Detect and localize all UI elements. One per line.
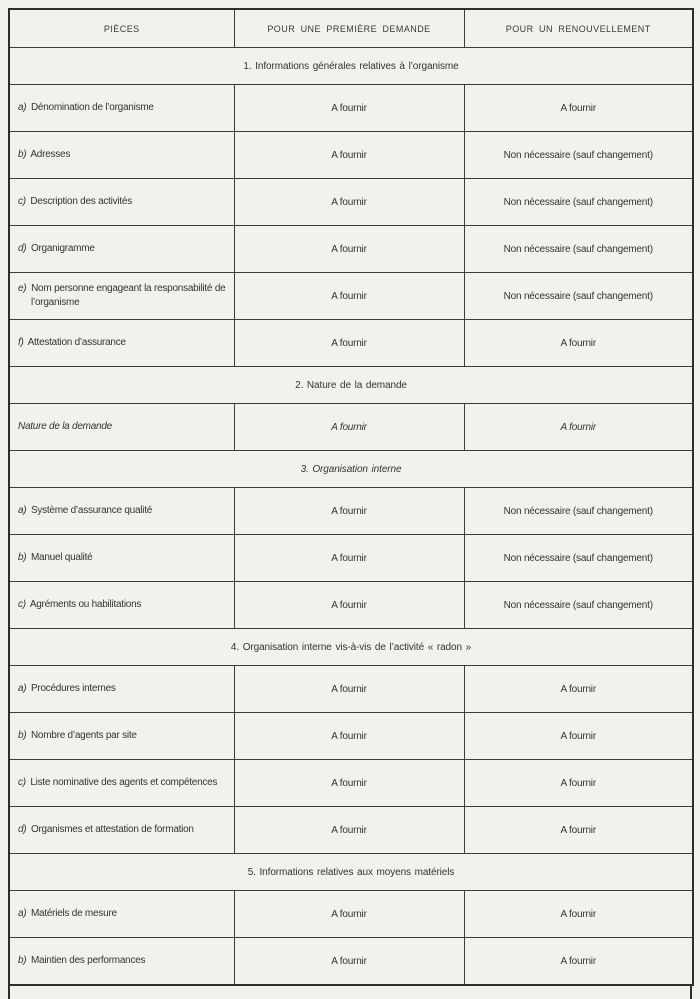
item-letter: d) xyxy=(18,243,27,254)
renewal-value: Non nécessaire (sauf changement) xyxy=(464,226,693,273)
item-letter: c) xyxy=(18,599,26,610)
first-request-value: A fournir xyxy=(234,226,464,273)
piece-cell xyxy=(9,226,234,273)
piece-text: Liste nominative des agents et compétences xyxy=(30,777,218,788)
renewal-value: Non nécessaire (sauf changement) xyxy=(464,132,693,179)
table-row xyxy=(9,179,693,226)
header-row xyxy=(9,9,693,48)
renewal-value: A fournir xyxy=(464,891,693,938)
first-request-value: A fournir xyxy=(234,535,464,582)
first-request-value: A fournir xyxy=(234,488,464,535)
first-request-value: A fournir xyxy=(234,807,464,854)
table-continuation-borders xyxy=(8,986,692,999)
table-row xyxy=(9,132,693,179)
item-letter: a) xyxy=(18,683,27,694)
piece-text: Description des activités xyxy=(30,196,132,207)
item-letter: a) xyxy=(18,505,27,516)
first-request-value: A fournir xyxy=(234,891,464,938)
piece-text: Attestation d’assurance xyxy=(27,337,126,348)
piece-text: Nature de la demande xyxy=(18,421,112,432)
piece-cell xyxy=(9,132,234,179)
section-row xyxy=(9,451,693,488)
renewal-value: Non nécessaire (sauf changement) xyxy=(464,582,693,629)
section-row xyxy=(9,854,693,891)
piece-cell xyxy=(9,807,234,854)
table-row xyxy=(9,666,693,713)
table-row xyxy=(9,938,693,986)
piece-label xyxy=(18,776,226,790)
section-row xyxy=(9,48,693,85)
piece-text: Système d’assurance qualité xyxy=(30,505,153,516)
table-body xyxy=(9,48,693,986)
first-request-value: A fournir xyxy=(234,582,464,629)
table-row xyxy=(9,535,693,582)
first-request-value: A fournir xyxy=(234,320,464,367)
piece-label xyxy=(18,148,226,162)
renewal-value: A fournir xyxy=(464,760,693,807)
piece-label xyxy=(18,729,226,743)
renewal-value: Non nécessaire (sauf changement) xyxy=(464,488,693,535)
renewal-value: A fournir xyxy=(464,85,693,132)
section-row xyxy=(9,629,693,666)
piece-cell xyxy=(9,404,234,451)
table-row xyxy=(9,713,693,760)
piece-label xyxy=(18,823,226,837)
piece-cell xyxy=(9,320,234,367)
item-letter: b) xyxy=(18,955,27,966)
table-row xyxy=(9,582,693,629)
section-title: 4. Organisation interne vis-à-vis de l’activité « radon » xyxy=(9,629,693,666)
item-letter: c) xyxy=(18,777,26,788)
item-letter: d) xyxy=(18,824,27,835)
piece-label xyxy=(18,682,226,696)
piece-label xyxy=(18,282,226,310)
piece-cell xyxy=(9,891,234,938)
piece-label xyxy=(18,907,226,921)
table-row xyxy=(9,807,693,854)
piece-text: Adresses xyxy=(30,149,71,160)
pieces-table xyxy=(8,8,694,986)
first-request-value: A fournir xyxy=(234,666,464,713)
piece-cell xyxy=(9,938,234,986)
renewal-value: Non nécessaire (sauf changement) xyxy=(464,273,693,320)
item-letter: b) xyxy=(18,730,27,741)
piece-cell xyxy=(9,85,234,132)
piece-text: Maintien des performances xyxy=(30,955,146,966)
section-title: 2. Nature de la demande xyxy=(9,367,693,404)
column-header-renouvellement: POUR UN RENOUVELLEMENT xyxy=(464,9,693,48)
item-letter: e) xyxy=(18,283,27,294)
piece-cell xyxy=(9,760,234,807)
item-letter: b) xyxy=(18,149,27,160)
column-header-premiere-demande: POUR UNE PREMIÈRE DEMANDE xyxy=(234,9,464,48)
piece-cell xyxy=(9,273,234,320)
item-letter: c) xyxy=(18,196,26,207)
section-title: 3. Organisation interne xyxy=(9,451,693,488)
piece-cell xyxy=(9,179,234,226)
table-row xyxy=(9,226,693,273)
table-row xyxy=(9,85,693,132)
piece-text: Dénomination de l’organisme xyxy=(30,102,154,113)
section-title: 5. Informations relatives aux moyens matériels xyxy=(9,854,693,891)
piece-text: Organismes et attestation de formation xyxy=(30,824,194,835)
table-row xyxy=(9,404,693,451)
table-row xyxy=(9,488,693,535)
section-title: 1. Informations générales relatives à l’organisme xyxy=(9,48,693,85)
piece-text: Matériels de mesure xyxy=(30,908,117,919)
piece-text: Organigramme xyxy=(30,243,95,254)
piece-text: Nombre d’agents par site xyxy=(30,730,137,741)
item-letter: a) xyxy=(18,102,27,113)
piece-text: Procédures internes xyxy=(30,683,116,694)
first-request-value: A fournir xyxy=(234,938,464,986)
first-request-value: A fournir xyxy=(234,760,464,807)
section-row xyxy=(9,367,693,404)
piece-cell xyxy=(9,713,234,760)
piece-label xyxy=(18,336,226,350)
first-request-value: A fournir xyxy=(234,132,464,179)
piece-cell xyxy=(9,582,234,629)
piece-label xyxy=(18,101,226,115)
table-row xyxy=(9,760,693,807)
piece-label xyxy=(18,551,226,565)
table-row xyxy=(9,320,693,367)
piece-text: Nom personne engageant la responsabilité de l’organisme xyxy=(31,283,226,308)
renewal-value: A fournir xyxy=(464,807,693,854)
piece-cell xyxy=(9,488,234,535)
first-request-value: A fournir xyxy=(234,713,464,760)
first-request-value: A fournir xyxy=(234,85,464,132)
column-header-pieces: PIÈCES xyxy=(9,9,234,48)
renewal-value: A fournir xyxy=(464,404,693,451)
first-request-value: A fournir xyxy=(234,179,464,226)
piece-label xyxy=(18,195,226,209)
item-letter: a) xyxy=(18,908,27,919)
renewal-value: A fournir xyxy=(464,938,693,986)
piece-label xyxy=(18,598,226,612)
item-letter: f) xyxy=(18,337,24,348)
piece-text: Agréments ou habilitations xyxy=(29,599,142,610)
piece-label xyxy=(18,420,226,434)
item-letter: b) xyxy=(18,552,27,563)
renewal-value: Non nécessaire (sauf changement) xyxy=(464,179,693,226)
piece-label xyxy=(18,954,226,968)
piece-label xyxy=(18,242,226,256)
renewal-value: A fournir xyxy=(464,666,693,713)
piece-label xyxy=(18,504,226,518)
table-row xyxy=(9,273,693,320)
first-request-value: A fournir xyxy=(234,273,464,320)
table-row xyxy=(9,891,693,938)
renewal-value: Non nécessaire (sauf changement) xyxy=(464,535,693,582)
renewal-value: A fournir xyxy=(464,320,693,367)
piece-cell xyxy=(9,666,234,713)
piece-text: Manuel qualité xyxy=(30,552,93,563)
renewal-value: A fournir xyxy=(464,713,693,760)
piece-cell xyxy=(9,535,234,582)
first-request-value: A fournir xyxy=(234,404,464,451)
